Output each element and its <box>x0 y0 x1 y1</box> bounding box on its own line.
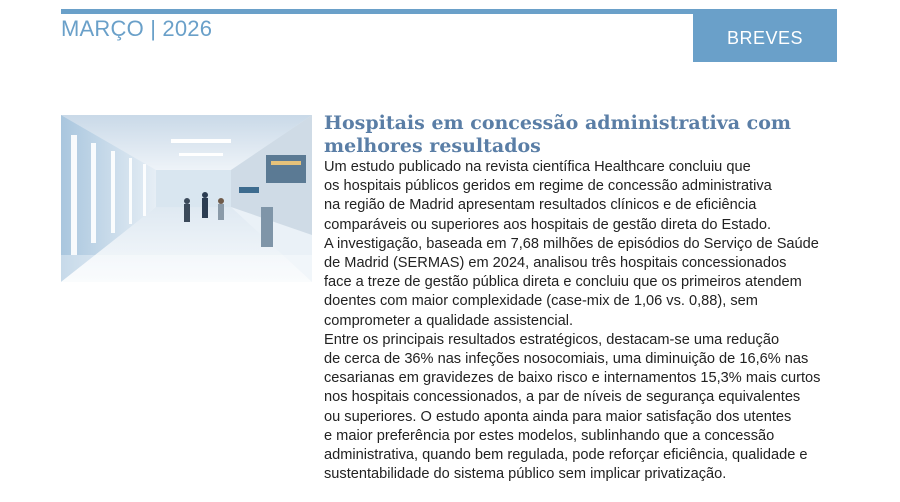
paragraph <box>324 235 844 331</box>
article-body <box>324 158 844 484</box>
body-line: de Madrid (SERMAS) em 2024, analisou três hospitais concessionados <box>324 255 787 272</box>
body-line: comparáveis ou superiores aos hospitais de gestão direta do Estado. <box>324 216 771 233</box>
paragraph <box>324 158 844 235</box>
headline-line: Hospitais em concessão administrativa com <box>324 112 792 134</box>
body-line: face a treze de gestão pública direta e concluiu que os primeiros atendem <box>324 274 802 291</box>
section-tab-breves: BREVES <box>693 14 837 62</box>
hospital-corridor-photo <box>61 115 312 282</box>
body-line: administrativa, quando bem regulada, pode reforçar eficiência, qualidade e <box>324 447 808 464</box>
article-headline <box>324 112 844 158</box>
headline-line: melhores resultados <box>324 135 541 157</box>
body-line: na região de Madrid apresentam resultados clínicos e de eficiência <box>324 197 757 214</box>
body-line: e maior preferência por estes modelos, sublinhando que a concessão <box>324 427 775 444</box>
body-line: doentes com maior complexidade (case-mix de 1,06 vs. 0,88), sem <box>324 293 758 310</box>
paragraph <box>324 331 844 485</box>
body-line: A investigação, baseada em 7,68 milhões de episódios do Serviço de Saúde <box>324 235 819 252</box>
body-line: Entre os principais resultados estratégicos, destacam-se uma redução <box>324 331 780 348</box>
body-line: de cerca de 36% nas infeções nosocomiais, uma diminuição de 16,6% nas <box>324 351 809 368</box>
body-line: sustentabilidade do sistema público sem implicar privatização. <box>324 466 727 483</box>
body-line: os hospitais públicos geridos em regime de concessão administrativa <box>324 178 772 195</box>
body-line: cesarianas em gravidezes de baixo risco e internamentos 15,3% mais curtos <box>324 370 821 387</box>
body-line: nos hospitais concessionados, a par de níveis de segurança equivalentes <box>324 389 801 406</box>
body-line: ou superiores. O estudo aponta ainda para maior satisfação dos utentes <box>324 408 792 425</box>
body-line: comprometer a qualidade assistencial. <box>324 312 574 329</box>
issue-date: MARÇO | 2026 <box>61 16 213 41</box>
body-line: Um estudo publicado na revista científica Healthcare concluiu que <box>324 159 751 175</box>
